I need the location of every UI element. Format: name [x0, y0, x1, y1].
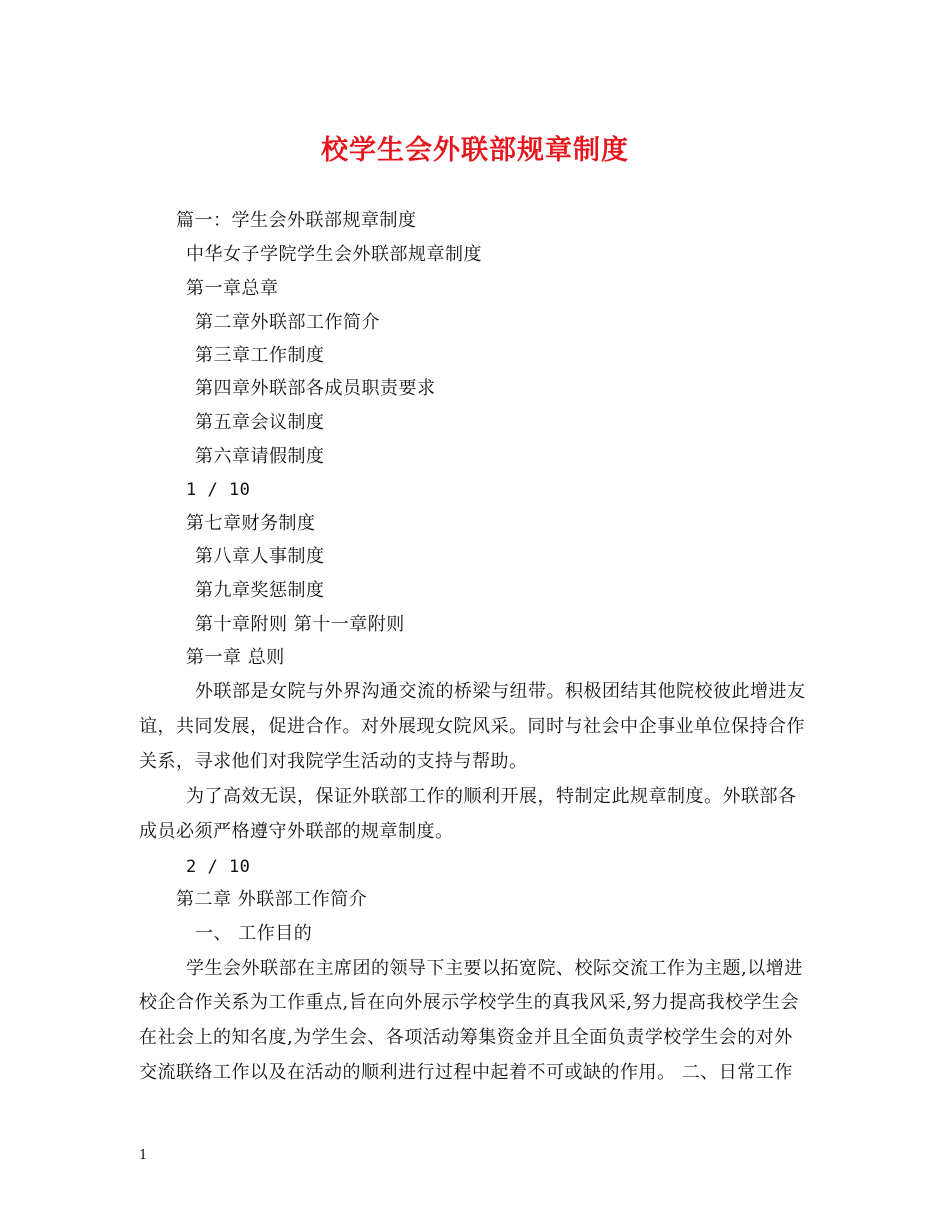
text-line: 第六章请假制度 [195, 446, 325, 467]
document-title: 校学生会外联部规章制度 [321, 135, 629, 166]
section-heading: 第一章 总则 [186, 647, 285, 668]
text-line: 第七章财务制度 [186, 513, 316, 534]
page-marker: 1 / 10 [186, 480, 251, 500]
paragraph-line: 校企合作关系为工作重点,旨在向外展示学校学生的真我风采,努力提高我校学生会 [139, 992, 799, 1013]
text-line: 第十章附则 第十一章附则 [195, 614, 405, 635]
text-line: 中华女子学院学生会外联部规章制度 [186, 244, 482, 265]
paragraph-line: 在社会上的知名度,为学生会、各项活动筹集资金并且全面负责学校学生会的对外 [139, 1027, 793, 1048]
paragraph-line: 谊，共同发展，促进合作。对外展现女院风采。同时与社会中企事业单位保持合作 [139, 716, 805, 737]
text-line: 第八章人事制度 [195, 546, 325, 567]
paragraph-line: 外联部是女院与外界沟通交流的桥梁与纽带。积极团结其他院校彼此增进友 [195, 681, 806, 702]
page-number: 1 [139, 1148, 148, 1163]
text-line: 第九章奖惩制度 [195, 580, 325, 601]
text-line: 第三章工作制度 [195, 345, 325, 366]
paragraph-line: 成员必须严格遵守外联部的规章制度。 [139, 821, 454, 842]
paragraph-line: 学生会外联部在主席团的领导下主要以拓宽院、校际交流工作为主题,以增进 [186, 958, 803, 979]
subsection-heading: 一、 工作目的 [195, 923, 313, 944]
text-line: 第二章外联部工作简介 [195, 312, 380, 333]
text-line: 第一章总章 [186, 278, 279, 299]
page-marker: 2 / 10 [186, 857, 251, 877]
section-heading: 第二章 外联部工作简介 [176, 889, 368, 910]
paragraph-line: 关系，寻求他们对我院学生活动的支持与帮助。 [139, 751, 528, 772]
paragraph-line: 为了高效无误，保证外联部工作的顺利开展，特制定此规章制度。外联部各 [186, 786, 797, 807]
text-line: 第五章会议制度 [195, 412, 325, 433]
text-line: 篇一：学生会外联部规章制度 [176, 210, 417, 231]
paragraph-line: 交流联络工作以及在活动的顺利进行过程中起着不可或缺的作用。 二、日常工作 [139, 1062, 793, 1083]
text-line: 第四章外联部各成员职责要求 [195, 378, 436, 399]
